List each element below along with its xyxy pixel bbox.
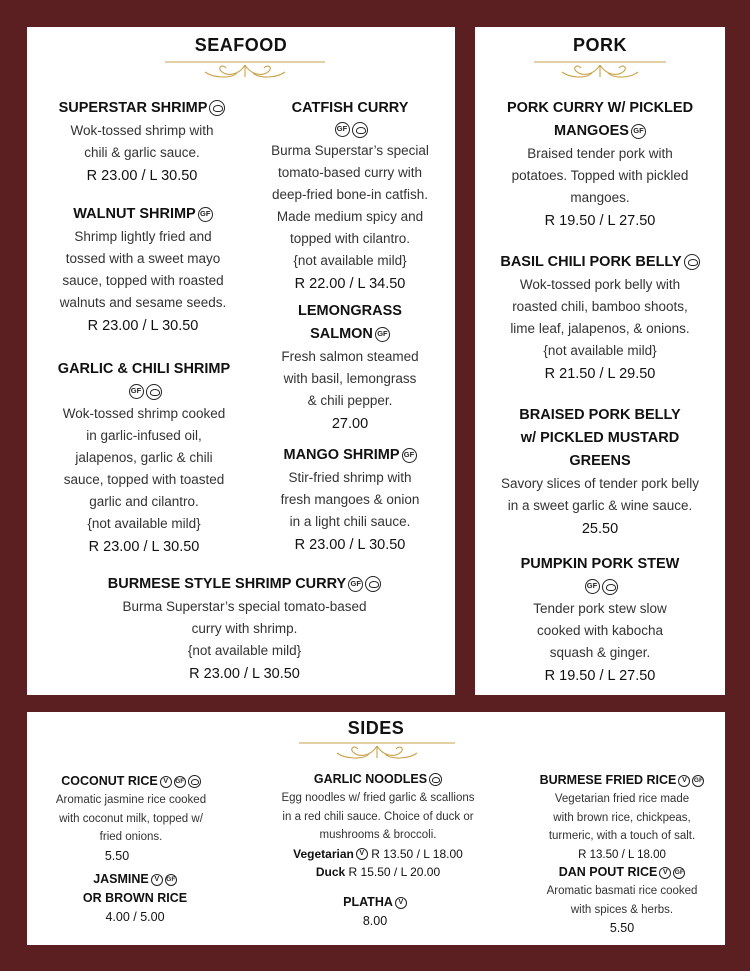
item-name: BURMESE FRIED RICE V GF	[539, 773, 703, 787]
side-item-platha	[325, 893, 425, 931]
item-desc-line: lime leaf, jalapenos, & onions.	[510, 321, 690, 336]
side-item-dan-pout-rice	[530, 863, 714, 938]
menu-item-pork-curry	[483, 97, 717, 233]
gluten-free-icon: GF	[174, 776, 186, 788]
item-name: BASIL CHILI PORK BELLY	[483, 251, 717, 274]
item-price: R 23.00 / L 30.50	[88, 539, 200, 555]
item-name: PORK CURRY W/ PICKLED	[506, 100, 694, 116]
item-desc-line: fresh mangoes & onion	[280, 492, 420, 507]
option-duck: Duck R 15.50 / L 20.00	[315, 865, 441, 879]
item-price: R 23.00 / L 30.50	[294, 537, 406, 553]
item-desc-line: jalapenos, garlic & chili	[75, 450, 213, 465]
item-badges	[483, 576, 717, 598]
gluten-free-icon: GF	[585, 579, 600, 594]
spicy-icon	[209, 100, 225, 116]
menu-item-braised-pork-belly	[483, 404, 717, 541]
item-price: R 23.00 / L 30.50	[189, 666, 300, 682]
item-name: DAN POUT RICE V GF	[558, 865, 684, 879]
menu-item-superstar-shrimp	[41, 97, 243, 188]
item-desc-line: with basil, lemongrass	[283, 371, 417, 386]
sides-panel	[27, 712, 725, 945]
item-price: R 19.50 / L 27.50	[544, 668, 656, 684]
spicy-icon	[365, 576, 381, 592]
spicy-icon	[429, 773, 442, 786]
side-item-burmese-fried-rice	[530, 771, 714, 865]
item-desc-line: {not available mild}	[293, 253, 407, 268]
item-desc-line: walnuts and sesame seeds.	[59, 295, 227, 310]
menu-item-lemongrass-salmon	[253, 300, 447, 436]
item-desc-line: curry with shrimp.	[191, 621, 298, 636]
item-desc-line: Wok-tossed pork belly with	[519, 277, 681, 292]
item-desc-line: tomato-based curry with	[277, 165, 423, 180]
item-price: R 19.50 / L 27.50	[544, 213, 656, 229]
item-desc-line: Aromatic basmati rice cooked	[546, 885, 698, 897]
item-name: w/ PICKLED MUSTARD	[520, 430, 680, 446]
item-desc-line: sauce, topped with roasted	[62, 273, 224, 288]
item-desc-line: Wok-tossed shrimp cooked	[62, 406, 226, 421]
item-name: BURMESE STYLE SHRIMP CURRY GF	[67, 573, 422, 596]
item-desc-line: fried onions.	[99, 831, 163, 843]
item-desc-line: turmeric, with a touch of salt.	[548, 830, 696, 842]
item-desc-line: Tender pork stew slow	[533, 601, 667, 616]
item-desc-line: Wok-tossed shrimp with	[70, 123, 214, 138]
gluten-free-icon: GF	[198, 207, 213, 222]
option-vegetarian: Vegetarian V R 13.50 / L 18.00	[293, 846, 463, 861]
item-name: PUMPKIN PORK STEW	[520, 556, 680, 572]
item-desc-line: in a light chili sauce.	[289, 514, 411, 529]
item-price: R 13.50 / L 18.00	[578, 848, 666, 861]
item-price: R 22.00 / L 34.50	[294, 276, 406, 292]
seafood-heading: SEAFOOD	[194, 35, 288, 55]
pork-panel	[475, 27, 725, 695]
menu-item-walnut-shrimp	[41, 203, 245, 338]
flourish-ornament-icon	[299, 740, 455, 762]
item-desc-line: in garlic-infused oil,	[86, 428, 202, 443]
menu-item-mango-shrimp	[253, 444, 447, 557]
item-desc-line: Braised tender pork with	[527, 146, 673, 161]
item-price: R 23.00 / L 30.50	[87, 318, 199, 334]
menu-item-burmese-shrimp-curry	[67, 573, 422, 686]
item-name: SUPERSTAR SHRIMP	[41, 97, 243, 120]
item-price: 5.50	[609, 921, 635, 935]
item-price: 8.00	[362, 914, 388, 928]
item-name: GREENS	[569, 453, 631, 469]
gluten-free-icon: GF	[335, 122, 350, 137]
item-desc-line: in a sweet garlic & wine sauce.	[507, 498, 693, 513]
item-desc-line: Aromatic jasmine rice cooked	[55, 794, 207, 806]
spicy-icon	[684, 254, 700, 270]
vegetarian-icon: V	[160, 776, 172, 788]
item-price: 25.50	[581, 521, 619, 537]
item-name: BRAISED PORK BELLY	[519, 407, 681, 423]
vegetarian-icon: V	[395, 897, 407, 909]
spicy-icon	[352, 122, 368, 138]
item-price: R 21.50 / L 29.50	[544, 366, 656, 382]
gluten-free-icon: GF	[165, 874, 177, 886]
item-desc-line: & chili pepper.	[307, 393, 393, 408]
item-desc-line: chili & garlic sauce.	[84, 145, 200, 160]
item-name: SALMON GF	[253, 323, 447, 346]
item-badges	[253, 120, 447, 140]
item-price: 5.50	[104, 848, 130, 863]
item-desc-line: with coconut milk, topped w/	[59, 812, 203, 825]
item-desc-line: with spices & herbs.	[570, 903, 674, 916]
flourish-ornament-icon	[165, 59, 325, 81]
item-name: MANGOES GF	[483, 120, 717, 143]
item-name: MANGO SHRIMP GF	[253, 444, 447, 467]
spicy-icon	[602, 579, 618, 595]
vegetarian-icon: V	[356, 848, 368, 860]
gluten-free-icon: GF	[631, 124, 646, 139]
item-desc-line: with brown rice, chickpeas,	[553, 811, 691, 824]
item-desc-line: roasted chili, bamboo shoots,	[512, 299, 688, 314]
item-desc-line: Fresh salmon steamed	[281, 349, 419, 364]
item-desc-line: topped with cilantro.	[289, 231, 411, 246]
side-item-coconut-rice	[41, 772, 221, 866]
item-desc-line: cooked with kabocha	[536, 623, 664, 638]
side-item-jasmine-brown-rice	[67, 870, 203, 927]
gluten-free-icon: GF	[692, 775, 704, 787]
vegetarian-icon: V	[659, 867, 671, 879]
flourish-ornament-icon	[534, 59, 666, 81]
item-name: OR BROWN RICE	[82, 891, 188, 905]
item-desc-line: {not available mild}	[187, 643, 302, 658]
gluten-free-icon: GF	[402, 448, 417, 463]
menu-item-pumpkin-pork-stew	[483, 553, 717, 688]
item-price: R 23.00 / L 30.50	[86, 168, 198, 184]
gluten-free-icon: GF	[673, 867, 685, 879]
side-item-garlic-noodles	[258, 770, 498, 882]
item-desc-line: deep-fried bone-in catfish.	[271, 187, 429, 202]
item-desc-line: Burma Superstar’s special	[271, 143, 429, 158]
item-desc-line: {not available mild}	[543, 343, 657, 358]
gluten-free-icon: GF	[129, 384, 144, 399]
item-desc-line: {not available mild}	[87, 516, 201, 531]
item-name: LEMONGRASS	[298, 303, 402, 319]
seafood-panel	[27, 27, 455, 695]
vegetarian-icon: V	[678, 775, 690, 787]
gluten-free-icon: GF	[348, 577, 363, 592]
item-desc-line: garlic and cilantro.	[89, 494, 199, 509]
pork-heading: PORK	[572, 35, 627, 55]
item-desc-line: Vegetarian fried rice made	[554, 793, 690, 805]
item-name: PLATHA V	[325, 893, 425, 912]
item-desc-line: sauce, topped with toasted	[63, 472, 225, 487]
item-desc-line: Made medium spicy and	[276, 209, 424, 224]
menu-item-garlic-chili-shrimp	[41, 358, 247, 559]
item-desc-line: Burma Superstar’s special tomato-based	[122, 599, 367, 614]
item-name: COCONUT RICE V GF	[41, 772, 221, 791]
spicy-icon	[146, 384, 162, 400]
item-desc-line: potatoes. Topped with pickled	[511, 168, 689, 183]
spicy-icon	[188, 775, 201, 788]
item-desc-line: Shrimp lightly fried and	[74, 229, 212, 244]
sides-heading: SIDES	[347, 718, 405, 738]
item-price: 27.00	[331, 416, 369, 432]
item-desc-line: in a red chili sauce. Choice of duck or	[282, 810, 474, 823]
item-desc-line: Egg noodles w/ fried garlic & scallions	[281, 792, 475, 804]
gluten-free-icon: GF	[375, 327, 390, 342]
item-desc-line: Savory slices of tender pork belly	[500, 476, 700, 491]
item-desc-line: tossed with a sweet mayo	[65, 251, 221, 266]
item-desc-line: Stir-fried shrimp with	[288, 470, 412, 485]
item-name: GARLIC & CHILI SHRIMP	[57, 361, 231, 377]
item-badges	[41, 381, 247, 403]
menu-item-basil-chili-pork-belly	[483, 251, 717, 386]
item-desc-line: mangoes.	[570, 190, 630, 205]
item-desc-line: mushrooms & broccoli.	[319, 829, 437, 841]
menu-item-catfish-curry	[253, 97, 447, 296]
item-price: 4.00 / 5.00	[105, 910, 165, 924]
item-name: GARLIC NOODLES	[258, 770, 498, 789]
item-name: JASMINE V GF	[93, 872, 176, 886]
vegetarian-icon: V	[151, 874, 163, 886]
item-name: WALNUT SHRIMP GF	[41, 203, 245, 226]
item-name: CATFISH CURRY	[291, 100, 409, 116]
item-desc-line: squash & ginger.	[549, 645, 651, 660]
